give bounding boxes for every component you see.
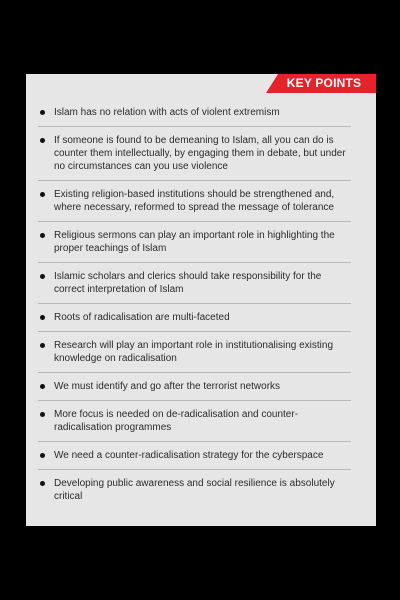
list-item <box>38 332 351 373</box>
bullet-icon <box>40 481 45 486</box>
bullet-icon <box>40 233 45 238</box>
bullet-icon <box>40 192 45 197</box>
bullet-icon <box>40 412 45 417</box>
point-text: Developing public awareness and social resilience is absolutely critical <box>54 478 335 502</box>
point-text: Roots of radicalisation are multi-faceted <box>54 312 230 323</box>
key-points-panel <box>26 74 376 526</box>
list-item <box>38 99 351 127</box>
list-item <box>38 401 351 442</box>
list-item <box>38 304 351 332</box>
point-text: Religious sermons can play an important role in highlighting the proper teachings of Islam <box>54 230 335 254</box>
list-item <box>38 470 351 510</box>
list-item <box>38 127 351 181</box>
list-item <box>38 222 351 263</box>
bullet-icon <box>40 110 45 115</box>
key-points-list <box>26 99 376 510</box>
point-text: Islam has no relation with acts of violent extremism <box>54 107 280 118</box>
point-text: We need a counter-radicalisation strategy for the cyberspace <box>54 450 324 461</box>
point-text: If someone is found to be demeaning to Islam, all you can do is counter them intellectually, by engaging them in debate, but under no circumstances can you use violence <box>54 135 346 172</box>
list-item <box>38 263 351 304</box>
point-text: We must identify and go after the terrorist networks <box>54 381 281 392</box>
bullet-icon <box>40 343 45 348</box>
bullet-icon <box>40 274 45 279</box>
list-item <box>38 181 351 222</box>
point-text: Existing religion-based institutions should be strengthened and, where necessary, reformed to spread the message of tolerance <box>54 189 335 213</box>
bullet-icon <box>40 384 45 389</box>
point-text: More focus is needed on de-radicalisation and counter-radicalisation programmes <box>54 409 299 433</box>
panel-title: KEY POINTS <box>286 76 362 90</box>
bullet-icon <box>40 138 45 143</box>
point-text: Islamic scholars and clerics should take responsibility for the correct interpretation of Islam <box>54 271 322 295</box>
bullet-icon <box>40 453 45 458</box>
list-item <box>38 373 351 401</box>
point-text: Research will play an important role in institutionalising existing knowledge on radicalisation <box>54 340 334 364</box>
list-item <box>38 442 351 470</box>
bullet-icon <box>40 315 45 320</box>
